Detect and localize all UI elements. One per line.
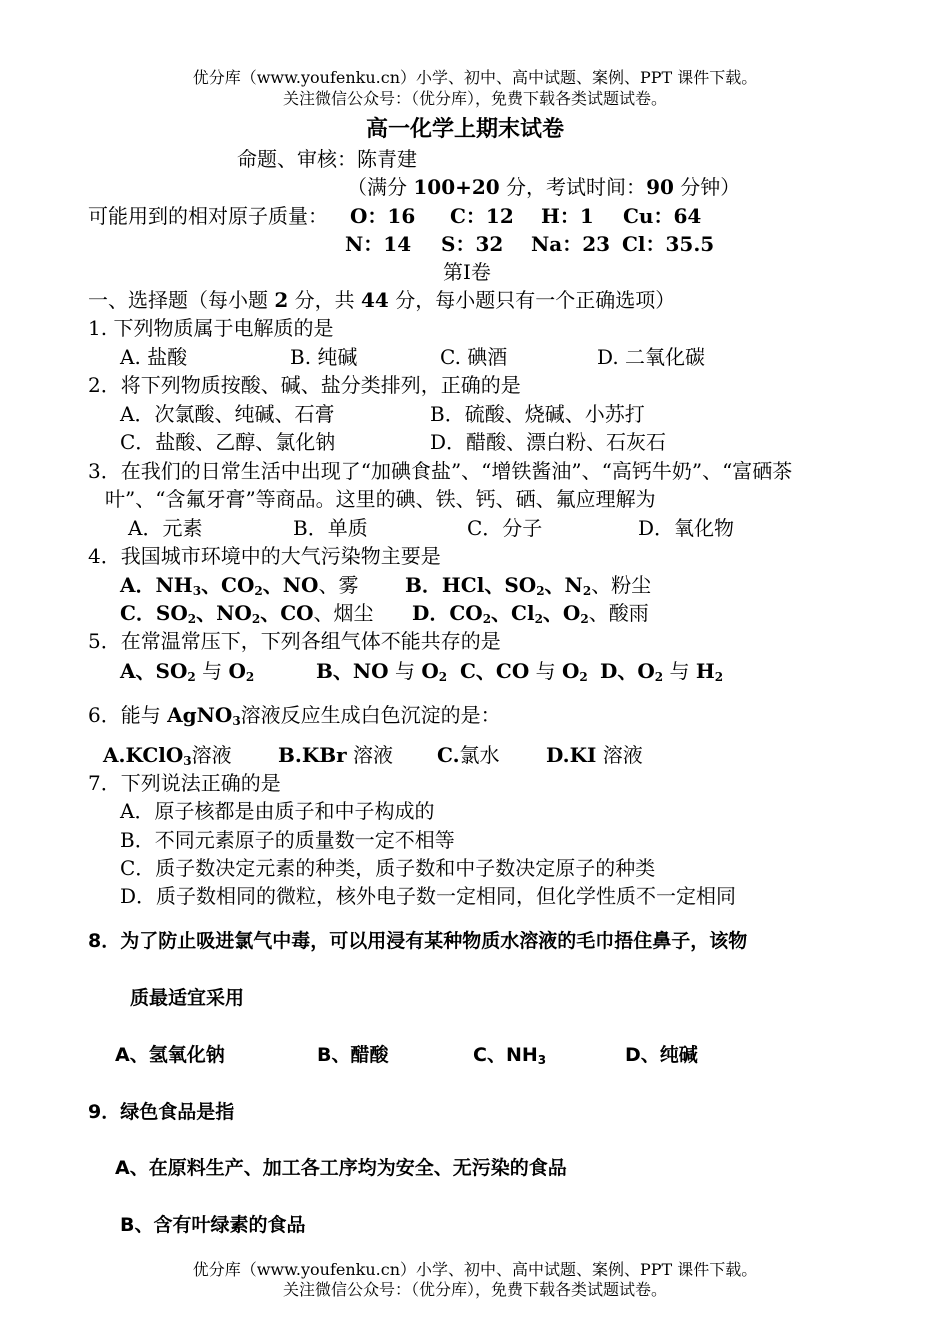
q2-option-a: A．次氯酸、纯碱、石膏 (120, 402, 335, 426)
q7-stem: 7．下列说法正确的是 (88, 771, 281, 795)
q7-option-c: C．质子数决定元素的种类，质子数和中子数决定原子的种类 (120, 856, 656, 880)
q7-option-b: B．不同元素原子的质量数一定不相等 (120, 828, 455, 852)
mass-o: O：16 (350, 204, 416, 228)
mass-s: S：32 (441, 232, 504, 256)
footer-line-1: 优分库（www.youfenku.cn）小学、初中、高中试题、案例、PPT 课件下载。 (192, 1260, 758, 1279)
q8-stem-line-1: 8．为了防止吸进氯气中毒，可以用浸有某种物质水溶液的毛巾捂住鼻子，该物 (88, 930, 748, 952)
mass-c: C：12 (450, 204, 514, 228)
q8-stem-line-2: 质最适宜采用 (130, 987, 245, 1009)
q4-option-d: D．$CO_2$、$Cl_2$、$O_2$、酸雨 (412, 601, 649, 626)
volume-label: 第Ⅰ卷 (443, 260, 491, 284)
q2-stem: 2．将下列物质按酸、碱、盐分类排列，正确的是 (88, 373, 521, 397)
q3-option-b: B．单质 (293, 516, 368, 540)
q6-option-b: B.KBr 溶液 (278, 743, 394, 767)
q4-option-c: C．$SO_2$、$NO_2$、CO、烟尘 (120, 601, 374, 626)
q1-stem: 1. 下列物质属于电解质的是 (88, 316, 334, 340)
q8-option-c: C、$NH_3$ (473, 1044, 547, 1067)
mass-cu: Cu：64 (623, 204, 702, 228)
q8-option-a: A、氢氧化钠 (115, 1044, 225, 1066)
exam-author: 命题、审核：陈青建 (237, 147, 417, 171)
q1-option-d: D. 二氧化碳 (597, 345, 706, 369)
section-heading: 一、选择题（每小题 2 分，共 44 分，每小题只有一个正确选项） (88, 288, 676, 312)
q5-option-c: C、CO 与 $O_2$ (460, 659, 588, 684)
q9-option-b: B、含有叶绿素的食品 (120, 1214, 306, 1236)
q6-option-c: C.氯水 (437, 743, 500, 767)
q3-stem-line-1: 3．在我们的日常生活中出现了“加碘食盐”、“增铁酱油”、“高钙牛奶”、“富硒茶 (88, 459, 793, 483)
mass-na: Na：23 (531, 232, 611, 256)
q8-option-d: D、纯碱 (625, 1044, 698, 1066)
q1-option-a: A. 盐酸 (120, 345, 188, 369)
mass-h: H：1 (541, 204, 594, 228)
score-time: （满分 100+20 分，考试时间：90 分钟） (347, 175, 741, 199)
q9-option-a: A、在原料生产、加工各工序均为安全、无污染的食品 (115, 1157, 567, 1179)
q7-option-a: A．原子核都是由质子和中子构成的 (120, 799, 435, 823)
q9-stem: 9．绿色食品是指 (88, 1101, 235, 1123)
q3-stem-line-2: 叶”、“含氟牙膏”等商品。这里的碘、铁、钙、硒、氟应理解为 (105, 487, 656, 511)
q7-option-d: D．质子数相同的微粒，核外电子数一定相同，但化学性质不一定相同 (120, 884, 737, 908)
q1-option-c: C. 碘酒 (440, 345, 508, 369)
q3-option-a: A．元素 (128, 516, 203, 540)
atomic-mass-label: 可能用到的相对原子质量： (88, 204, 328, 228)
mass-cl: Cl：35.5 (622, 232, 715, 256)
q3-option-c: C．分子 (467, 516, 543, 540)
q1-option-b: B. 纯碱 (290, 345, 358, 369)
q5-option-a: A、$SO_2$ 与 $O_2$ (120, 659, 255, 684)
q4-option-a: A．$NH_3$、$CO_2$、NO、雾 (120, 573, 359, 598)
q3-option-d: D．氧化物 (638, 516, 735, 540)
q5-option-d: D、$O_2$ 与 $H_2$ (600, 659, 724, 684)
mass-n: N：14 (345, 232, 412, 256)
header-line-2: 关注微信公众号：（优分库），免费下载各类试题试卷。 (282, 89, 667, 108)
q5-option-b: B、NO 与 $O_2$ (316, 659, 448, 684)
q6-option-d: D.KI 溶液 (546, 743, 643, 767)
footer-line-2: 关注微信公众号：（优分库），免费下载各类试题试卷。 (282, 1280, 667, 1299)
q4-stem: 4．我国城市环境中的大气污染物主要是 (88, 544, 441, 568)
q2-option-c: C．盐酸、乙醇、氯化钠 (120, 430, 336, 454)
header-line-1: 优分库（www.youfenku.cn）小学、初中、高中试题、案例、PPT 课件下载。 (192, 68, 758, 87)
exam-title: 高一化学上期末试卷 (366, 116, 565, 142)
q8-option-b: B、醋酸 (317, 1044, 389, 1066)
q2-option-b: B．硫酸、烧碱、小苏打 (430, 402, 645, 426)
q6-option-a: A.KClO$_3$溶液 (103, 743, 232, 768)
q5-stem: 5．在常温常压下，下列各组气体不能共存的是 (88, 629, 501, 653)
q6-stem: 6．能与 AgNO$_3$溶液反应生成白色沉淀的是： (88, 703, 501, 728)
q4-option-b: B．HCl、$SO_2$、$N_2$、粉尘 (405, 573, 652, 598)
q2-option-d: D．醋酸、漂白粉、石灰石 (430, 430, 667, 454)
